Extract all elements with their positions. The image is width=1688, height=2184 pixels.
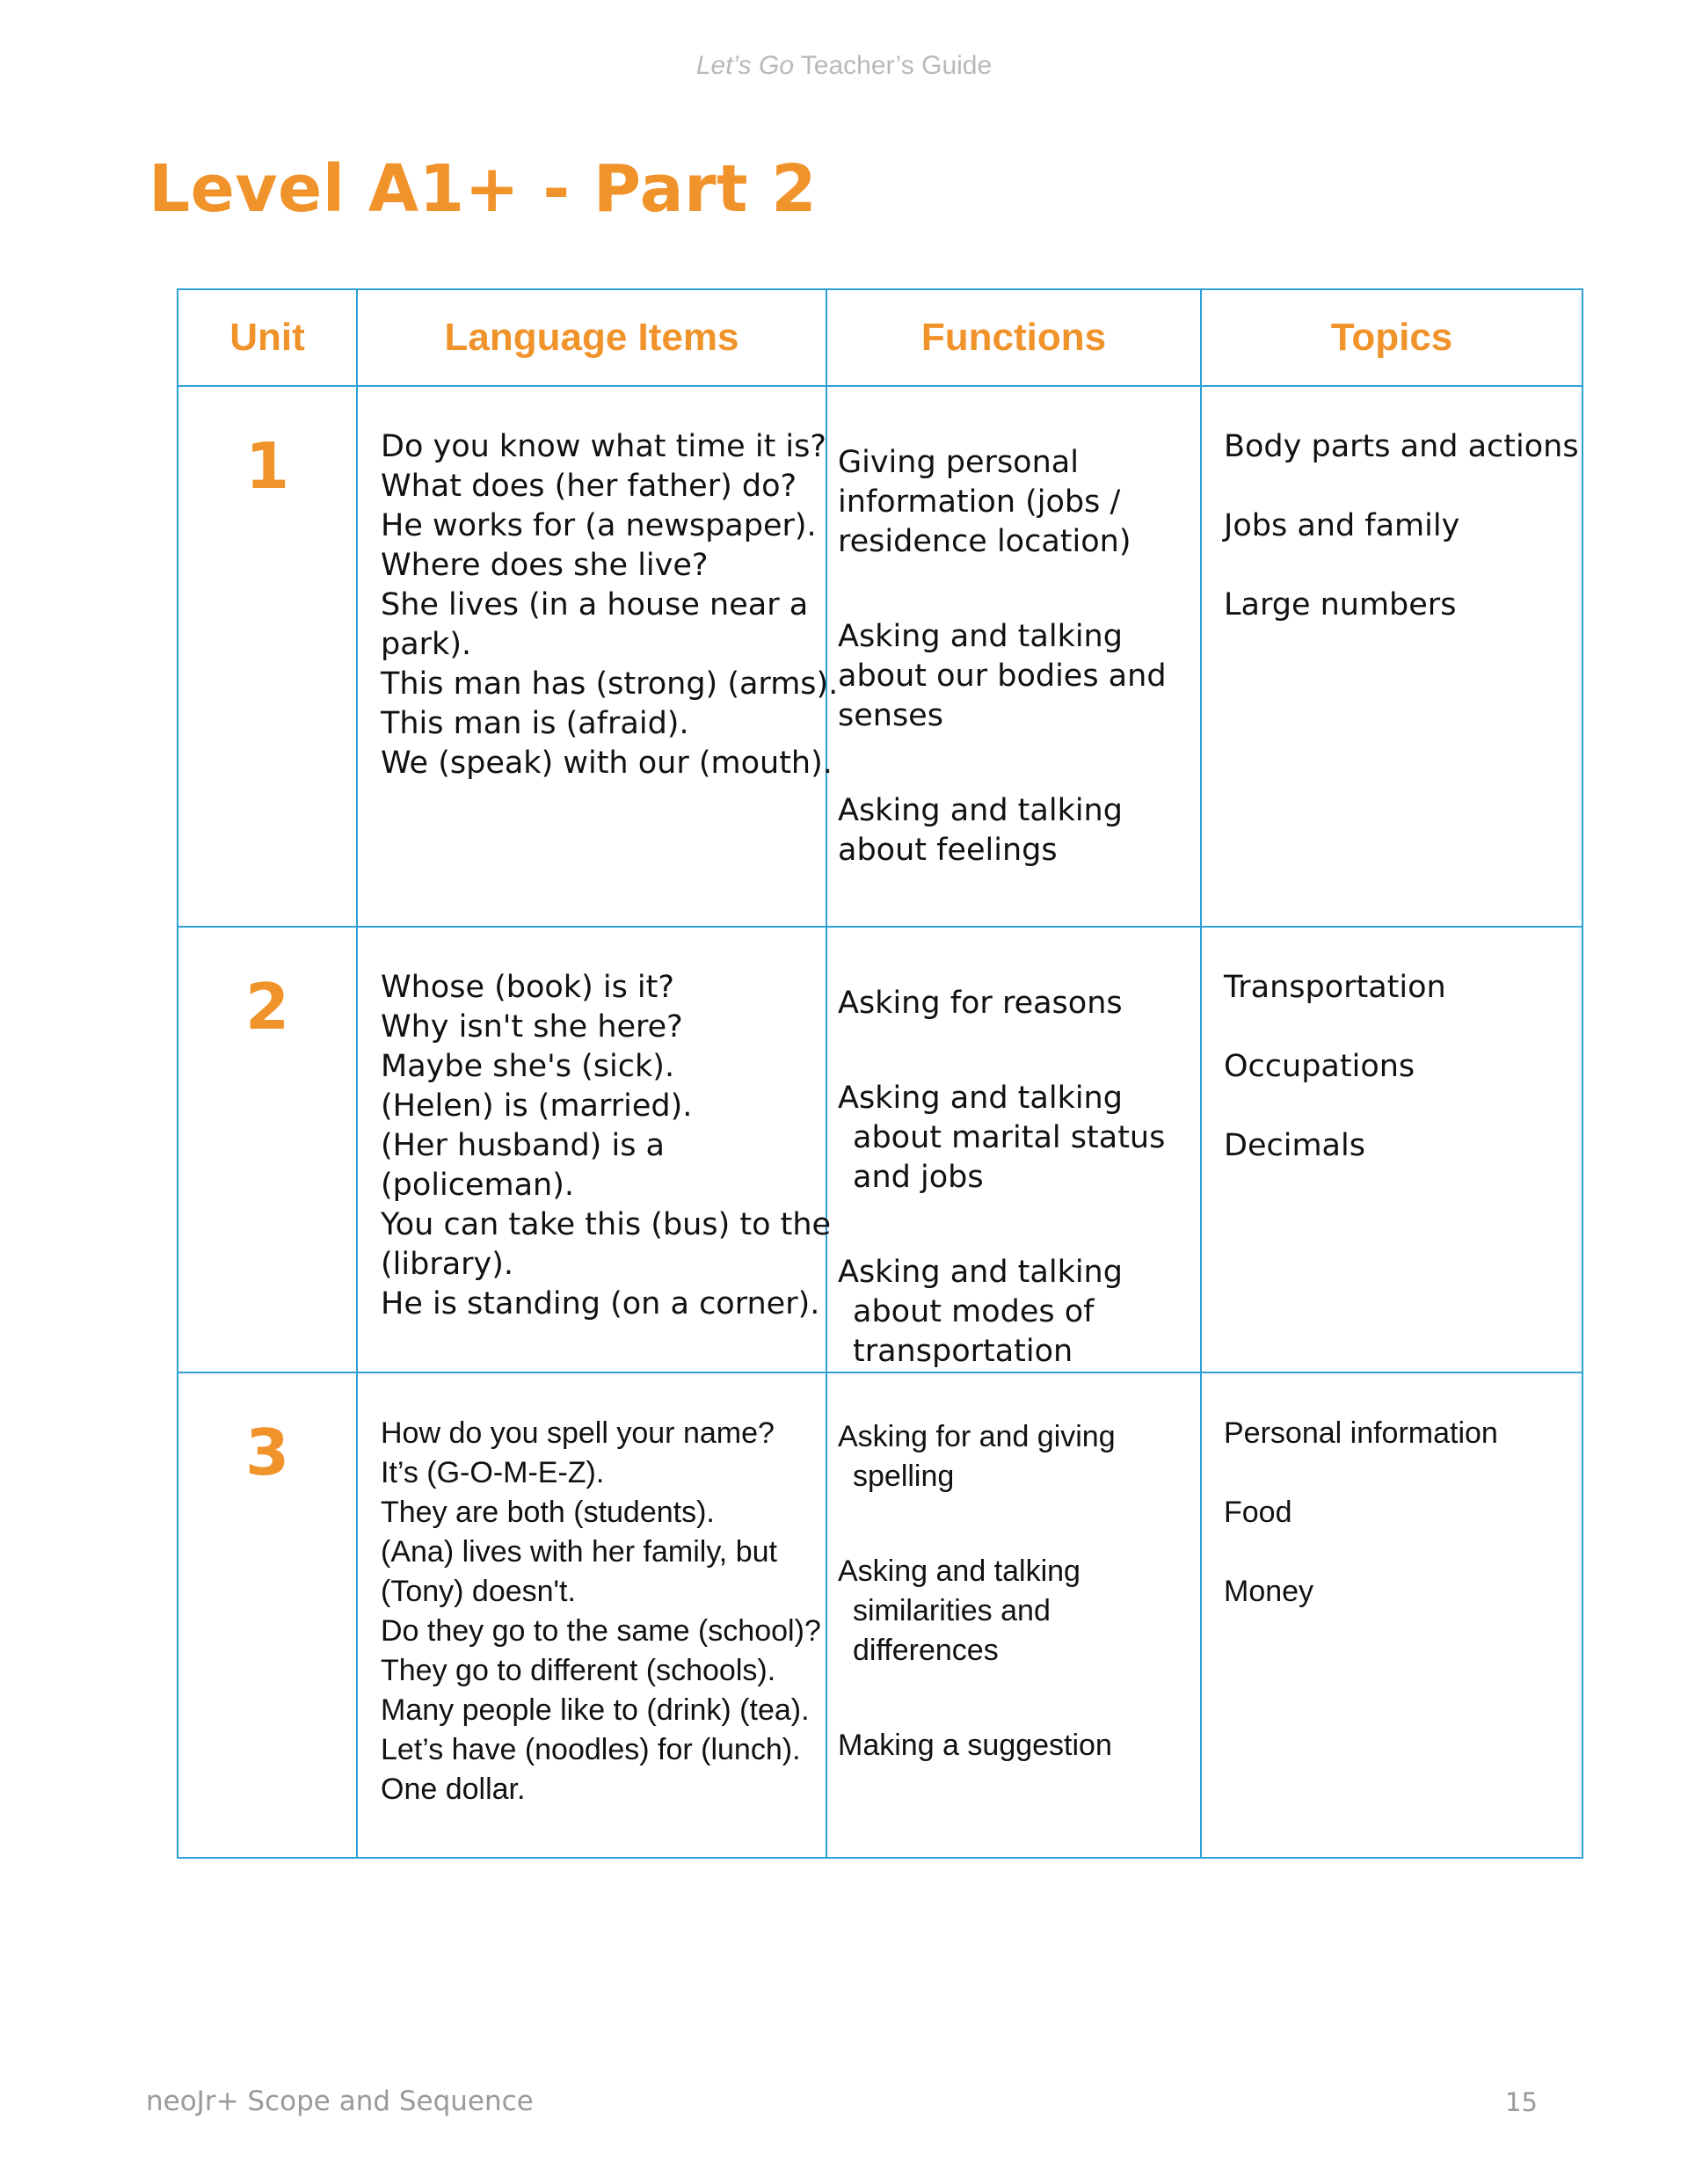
language-item: This man has (strong) (arms). bbox=[381, 666, 839, 702]
function-line: about marital status bbox=[853, 1120, 1166, 1155]
language-item: One dollar. bbox=[381, 1773, 526, 1806]
language-item: (policeman). bbox=[381, 1168, 575, 1203]
topic-item: Occupations bbox=[1224, 1049, 1415, 1084]
header-unit: Unit bbox=[178, 289, 357, 386]
function-line: transportation bbox=[853, 1334, 1073, 1369]
header-language-items: Language Items bbox=[357, 289, 826, 386]
page-number: 15 bbox=[1505, 2087, 1538, 2117]
function-block bbox=[838, 1079, 1200, 1198]
language-item: She lives (in a house near a bbox=[381, 587, 809, 622]
language-item: He works for (a newspaper). bbox=[381, 508, 817, 543]
running-head-guide: Teacher’s Guide bbox=[794, 51, 993, 80]
function-line: differences bbox=[853, 1634, 999, 1667]
function-line: spelling bbox=[853, 1460, 955, 1493]
unit-number: 3 bbox=[178, 1372, 357, 1858]
function-line: residence location) bbox=[838, 524, 1131, 559]
unit-number: 2 bbox=[178, 927, 357, 1372]
topic-item: Body parts and actions bbox=[1224, 429, 1579, 464]
language-item: park). bbox=[381, 627, 472, 662]
function-line: Giving personal bbox=[838, 445, 1079, 480]
topics-cell bbox=[1201, 927, 1582, 1372]
language-items-cell bbox=[357, 1372, 826, 1858]
language-item: Do you know what time it is? bbox=[381, 429, 826, 464]
language-item: (Her husband) is a bbox=[381, 1128, 665, 1163]
function-block bbox=[838, 791, 1200, 870]
language-item: Why isn't she here? bbox=[381, 1009, 683, 1045]
function-line: senses bbox=[838, 698, 943, 733]
footer-title: neoJr+ Scope and Sequence bbox=[146, 2086, 534, 2117]
function-line: Asking and talking bbox=[838, 1081, 1123, 1116]
language-item: They are both (students). bbox=[381, 1496, 715, 1529]
language-item: (Ana) lives with her family, but bbox=[381, 1535, 777, 1569]
function-line: Asking and talking bbox=[838, 619, 1123, 654]
function-line: similarities and bbox=[853, 1594, 1051, 1627]
functions-cell bbox=[826, 927, 1201, 1372]
language-item: What does (her father) do? bbox=[381, 469, 797, 504]
function-line: information (jobs / bbox=[838, 484, 1121, 520]
running-head-series: Let’s Go bbox=[695, 51, 795, 80]
language-items-cell bbox=[357, 386, 839, 927]
topic-item: Food bbox=[1224, 1496, 1292, 1529]
page-title: Level A1+ - Part 2 bbox=[149, 151, 818, 227]
topics-cell bbox=[1201, 1372, 1582, 1858]
language-item: How do you spell your name? bbox=[381, 1416, 775, 1450]
function-block bbox=[838, 443, 1200, 562]
header-row bbox=[178, 289, 1582, 386]
header-topics: Topics bbox=[1201, 289, 1582, 386]
language-item: (Helen) is (married). bbox=[381, 1088, 693, 1124]
function-line: about feelings bbox=[838, 833, 1058, 868]
table-row bbox=[178, 386, 1582, 927]
topic-item: Jobs and family bbox=[1224, 508, 1460, 543]
language-item: Do they go to the same (school)? bbox=[381, 1614, 821, 1648]
scope-table bbox=[177, 288, 1583, 1859]
function-line: and jobs bbox=[853, 1160, 984, 1195]
language-item: They go to different (schools). bbox=[381, 1654, 776, 1687]
function-block bbox=[838, 1552, 1200, 1671]
running-head bbox=[0, 51, 1688, 81]
functions-cell bbox=[826, 386, 1201, 927]
function-block bbox=[838, 1726, 1200, 1765]
function-line: about modes of bbox=[853, 1294, 1095, 1329]
topic-item: Decimals bbox=[1224, 1128, 1365, 1163]
header-functions: Functions bbox=[826, 289, 1201, 386]
language-items-cell bbox=[357, 927, 832, 1372]
unit-number: 1 bbox=[178, 386, 357, 927]
functions-cell bbox=[826, 1372, 1201, 1858]
function-line: Asking and talking bbox=[838, 1554, 1080, 1588]
language-item: You can take this (bus) to the bbox=[381, 1207, 832, 1242]
function-block bbox=[838, 984, 1200, 1023]
function-line: Asking and talking bbox=[838, 793, 1123, 828]
language-item: Let’s have (noodles) for (lunch). bbox=[381, 1733, 801, 1766]
function-line: Asking for and giving bbox=[838, 1420, 1116, 1453]
table-row bbox=[178, 927, 1582, 1372]
language-item: Whose (book) is it? bbox=[381, 970, 674, 1005]
topic-item: Personal information bbox=[1224, 1416, 1498, 1450]
function-line: Asking for reasons bbox=[838, 986, 1123, 1021]
language-item: Many people like to (drink) (tea). bbox=[381, 1693, 810, 1727]
table-row bbox=[178, 1372, 1582, 1858]
function-block bbox=[838, 617, 1200, 736]
topic-item: Transportation bbox=[1224, 970, 1446, 1005]
topics-cell bbox=[1201, 386, 1582, 927]
function-block bbox=[838, 1417, 1200, 1496]
function-line: about our bodies and bbox=[838, 659, 1167, 694]
language-item: We (speak) with our (mouth). bbox=[381, 746, 833, 781]
topic-item: Large numbers bbox=[1224, 587, 1457, 622]
language-item: (library). bbox=[381, 1247, 514, 1282]
language-item: Where does she live? bbox=[381, 548, 709, 583]
topic-item: Money bbox=[1224, 1575, 1314, 1608]
language-item: (Tony) doesn't. bbox=[381, 1575, 576, 1608]
function-line: Making a suggestion bbox=[838, 1729, 1112, 1762]
language-item: Maybe she's (sick). bbox=[381, 1049, 675, 1084]
function-block bbox=[838, 1253, 1200, 1372]
language-item: He is standing (on a corner). bbox=[381, 1286, 820, 1321]
language-item: It’s (G-O-M-E-Z). bbox=[381, 1456, 605, 1489]
language-item: This man is (afraid). bbox=[381, 706, 689, 741]
function-line: Asking and talking bbox=[838, 1255, 1123, 1290]
